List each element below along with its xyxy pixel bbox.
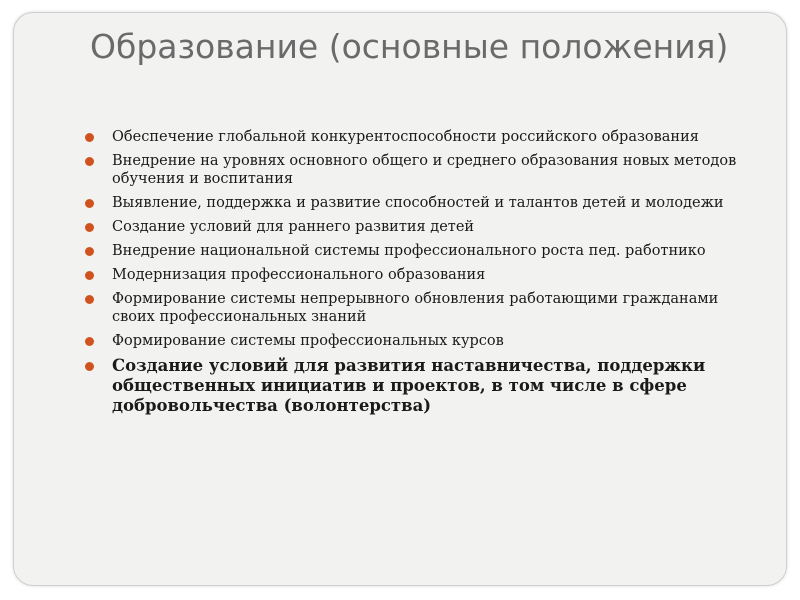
bullet-text: Модернизация профессионального образования (112, 267, 486, 283)
bullet-dot-icon (85, 362, 94, 371)
bullet-item (82, 128, 742, 146)
bullet-item-highlighted (82, 356, 742, 416)
bullet-dot-icon (85, 337, 94, 346)
bullet-dot-icon (85, 133, 94, 142)
bullet-text: Создание условий для развития наставничества, поддержки общественных инициатив и проектов, в том числе в сфере добровольчества (волонтерства) (112, 356, 706, 415)
bullet-text: Выявление, поддержка и развитие способностей и талантов детей и молодежи (112, 195, 724, 211)
bullet-item (82, 194, 742, 212)
bullet-dot-icon (85, 199, 94, 208)
bullet-dot-icon (85, 247, 94, 256)
bullet-dot-icon (85, 271, 94, 280)
bullet-dot-icon (85, 295, 94, 304)
bullet-text: Создание условий для раннего развития детей (112, 219, 475, 235)
bullet-item (82, 332, 742, 350)
bullet-text: Обеспечение глобальной конкурентоспособности российского образования (112, 129, 699, 145)
slide-title: Образование (основные положения) (90, 27, 729, 66)
bullet-list (82, 128, 742, 422)
bullet-dot-icon (85, 223, 94, 232)
bullet-text: Формирование системы непрерывного обновления работающими гражданами своих профессиональных знаний (112, 291, 719, 325)
bullet-text: Формирование системы профессиональных курсов (112, 333, 504, 349)
bullet-item (82, 266, 742, 284)
bullet-item (82, 242, 742, 260)
bullet-text: Внедрение на уровнях основного общего и среднего образования новых методов обучения и воспитания (112, 153, 737, 187)
bullet-item (82, 152, 742, 188)
bullet-item (82, 218, 742, 236)
bullet-dot-icon (85, 157, 94, 166)
bullet-item (82, 290, 742, 326)
bullet-text: Внедрение национальной системы профессионального роста пед. работнико (112, 243, 706, 259)
